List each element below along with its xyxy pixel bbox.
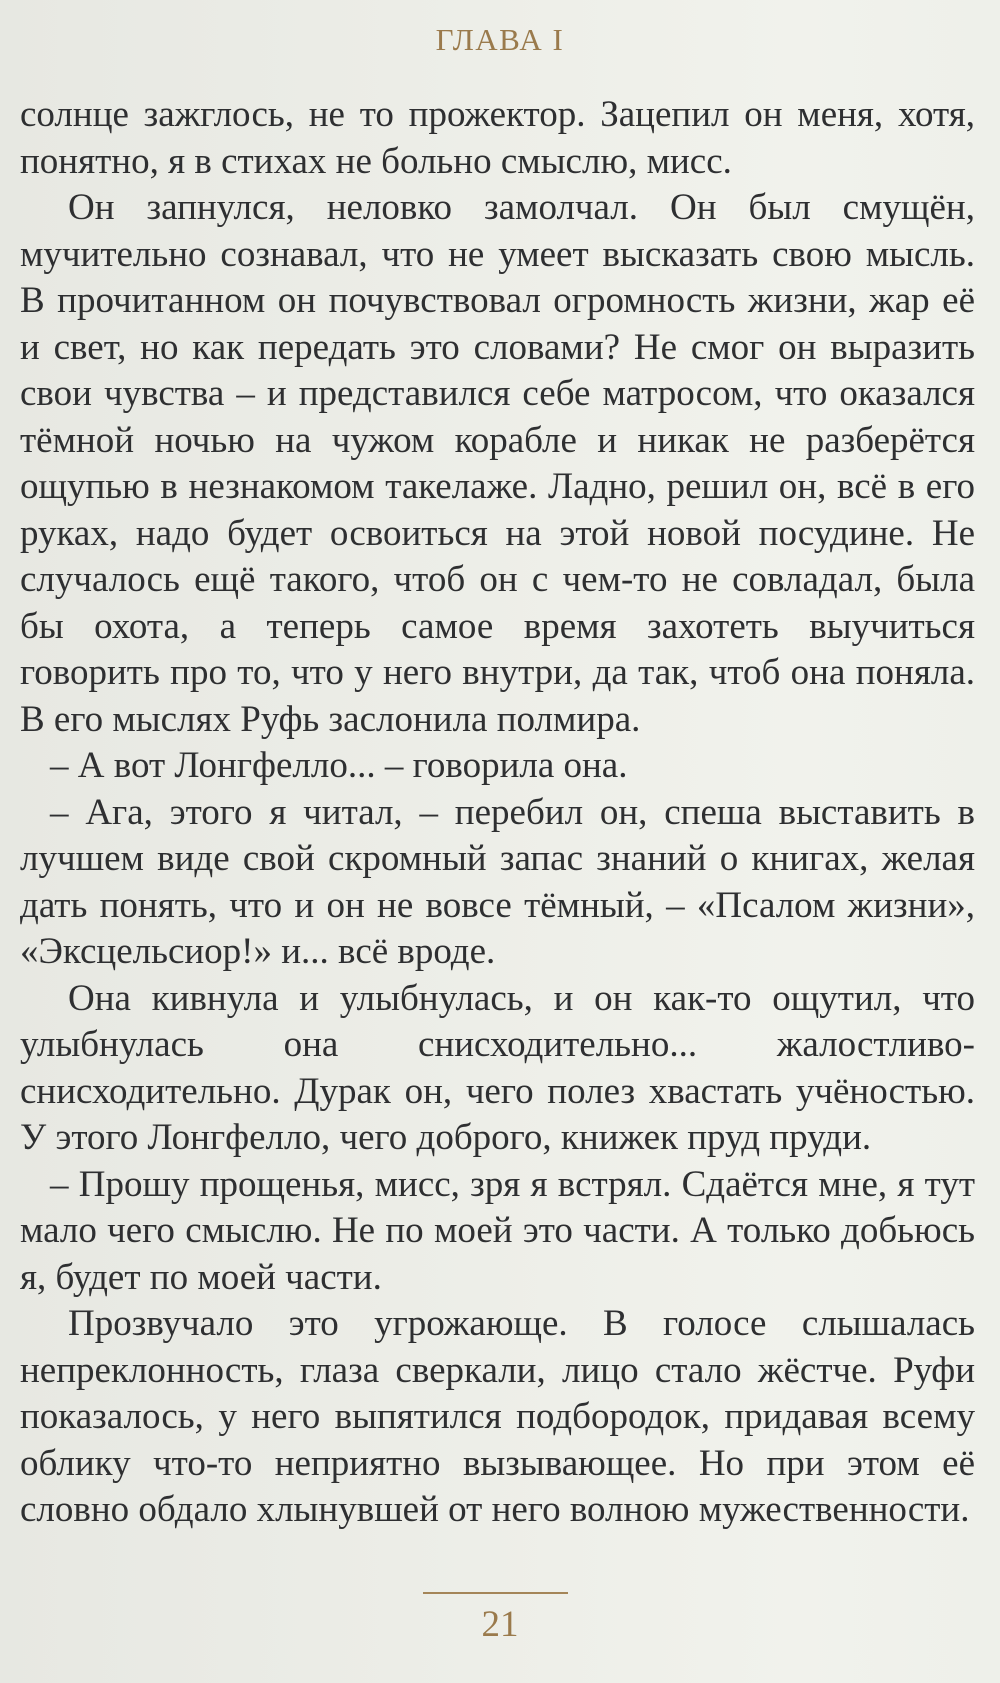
paragraph-narrative: Прозвучало это угрожающе. В голосе слышалась непреклонность, глаза сверкали, лицо стало жёстче. Руфи показалось, у него выпятился подбородок, придавая всему облику что-то неприятно вызывающее. Но при этом её словно обдало хлынувшей от него волною мужественности. bbox=[20, 1303, 975, 1530]
paragraph-dialogue: – Прошу прощенья, мисс, зря я встрял. Сдаётся мне, я тут мало чего смыслю. Не по моей это части. А только добьюсь я, будет по моей части. bbox=[20, 1163, 975, 1298]
body-text bbox=[20, 92, 975, 1534]
paragraph-dialogue: – А вот Лонгфелло... – говорила она. bbox=[50, 745, 628, 786]
folio-rule bbox=[423, 1592, 568, 1594]
paragraph-continuation: солнце зажглось, не то прожектор. Зацепил он меня, хотя, понятно, я в стихах не больно смыслю, мисс. bbox=[20, 94, 975, 182]
paragraph-narrative: Он запнулся, неловко замолчал. Он был смущён, мучительно сознавал, что не умеет высказать свою мысль. В прочитанном он почувствовал огромность жизни, жар её и свет, но как передать это словами? Не смог он выразить свои чувства – и представился себе матросом, что оказался тёмной ночью на чужом корабле и никак не разберётся ощупью в незнакомом такелаже. Ладно, решил он, всё в его руках, надо будет освоиться на этой новой посудине. Не случалось ещё такого, чтоб он с чем-то не совладал, была бы охота, а теперь самое время захотеть выучиться говорить про то, что у него внутри, да так, чтоб она поняла. В его мыслях Руфь заслонила полмира. bbox=[20, 187, 975, 740]
running-head: ГЛАВА I bbox=[435, 22, 565, 57]
paragraph-narrative: Она кивнула и улыбнулась, и он как-то ощутил, что улыбнулась она снисходительно... жалостливо-снисходительно. Дурак он, чего полез хвастать учёностью. У этого Лонгфелло, чего доброго, книжек пруд пруди. bbox=[20, 977, 975, 1158]
paragraph-dialogue: – Ага, этого я читал, – перебил он, спеша выставить в лучшем виде свой скромный запас знаний о книгах, желая дать понять, что и он не вовсе тёмный, – «Псалом жизни», «Эксцельсиор!» и... всё вроде. bbox=[20, 791, 975, 972]
page-number: 21 bbox=[481, 1604, 519, 1645]
